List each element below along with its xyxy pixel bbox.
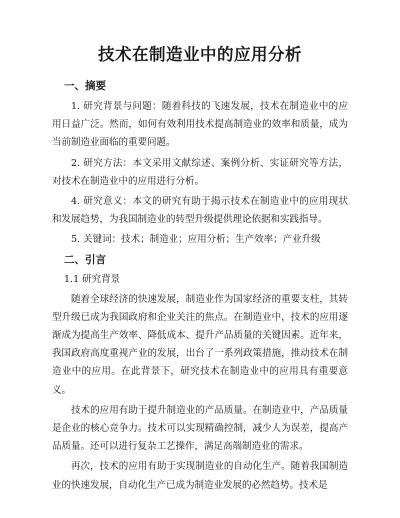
subsection-heading-background: 1.1 研究背景 [64, 273, 121, 285]
document-title: 技术在制造业中的应用分析 [98, 45, 302, 64]
section-heading-abstract: 一、摘要 [64, 80, 106, 92]
intro-paragraph: 随着全球经济的快速发展，制造业作为国家经济的重要支柱，其转型升级已成为我国政府和企业关注的焦点。在制造业中，技术的应用逐渐成为提高生产效率、降低成本、提升产品质量的关键因素。近年来，我国政府高度重视产业的发展，出台了一系列政策措施，推动技术在制造业中的应用。在此背景下，研究技术在制造业中的应用具有重要意义。 [52, 293, 348, 396]
abstract-item-method: 2. 研究方法：本文采用文献综述、案例分析、实证研究等方法，对技术在制造业中的应用进行分析。 [52, 157, 348, 187]
abstract-item-background: 1. 研究背景与问题：随着科技的飞速发展，技术在制造业中的应用日益广泛。然而，如何有效利用技术提高制造业的效率和质量，成为当前制造业面临的重要问题。 [52, 101, 348, 149]
abstract-item-keywords: 5. 关键词：技术；制造业；应用分析；生产效率；产业升级 [71, 234, 321, 246]
intro-paragraph: 技术的应用有助于提升制造业的产品质量。在制造业中，产品质量是企业的核心竞争力。技术可以实现精确控制，减少人为误差，提高产品质量。还可以进行复杂工艺操作，满足高端制造业的需求。 [52, 404, 348, 453]
abstract-item-significance: 4. 研究意义：本文的研究有助于揭示技术在制造业中的应用现状和发展趋势，为我国制造业的转型升级提供理论依据和实践指导。 [52, 196, 348, 226]
intro-paragraph: 再次，技术的应用有助于实现制造业的自动化生产。随着我国制造业的快速发展，自动化生产已成为制造业发展的必然趋势。技术是 [52, 461, 348, 491]
section-heading-introduction: 二、引言 [64, 253, 106, 266]
